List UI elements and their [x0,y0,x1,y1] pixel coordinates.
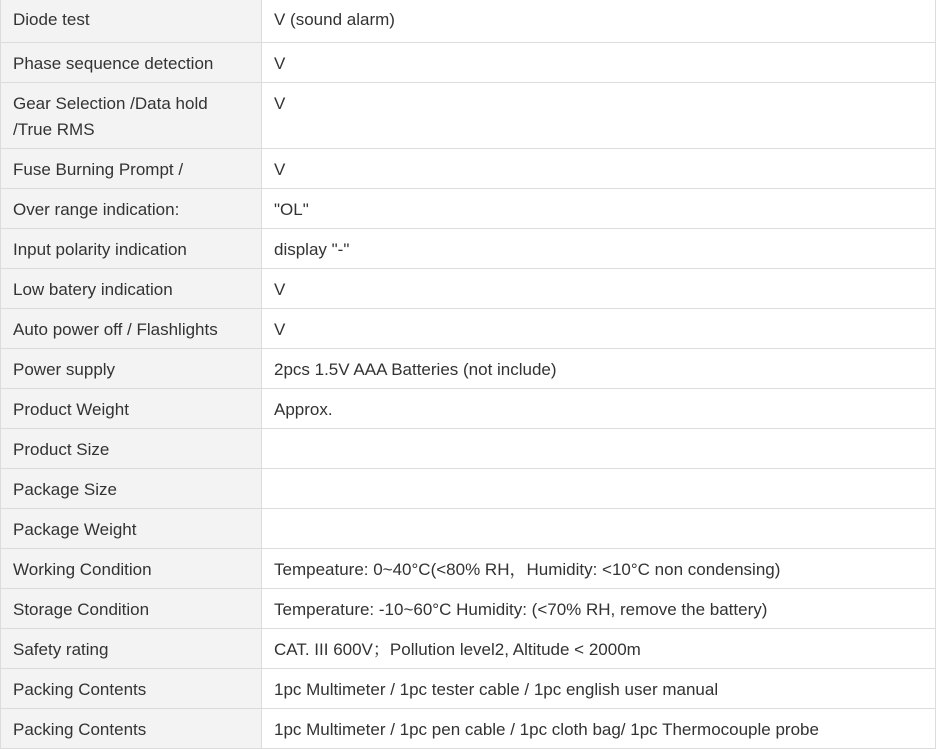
spec-value [262,468,936,508]
spec-label: Product Size [1,428,262,468]
spec-label: Power supply [1,348,262,388]
table-row [1,348,936,388]
spec-value: display "-" [262,228,936,268]
table-row [1,148,936,188]
spec-label: Auto power off / Flashlights [1,308,262,348]
spec-label: Packing Contents [1,668,262,708]
table-row [1,268,936,308]
table-row [1,628,936,668]
spec-value: V [262,308,936,348]
spec-label: Product Weight [1,388,262,428]
spec-label: Package Size [1,468,262,508]
spec-label: Low batery indication [1,268,262,308]
spec-value: "OL" [262,188,936,228]
table-row [1,82,936,148]
table-row [1,548,936,588]
table-row [1,308,936,348]
table-row [1,228,936,268]
spec-value: Approx. [262,388,936,428]
spec-label: Package Weight [1,508,262,548]
table-row [1,468,936,508]
table-row [1,428,936,468]
table-row [1,388,936,428]
spec-label: Fuse Burning Prompt / [1,148,262,188]
spec-value: V [262,42,936,82]
spec-label: Gear Selection /Data hold /True RMS [1,82,262,148]
spec-value: V [262,82,936,148]
table-row [1,708,936,748]
spec-value: Temperature: -10~60°C Humidity: (<70% RH, remove the battery) [262,588,936,628]
spec-label: Input polarity indication [1,228,262,268]
spec-value: CAT. III 600V；Pollution level2, Altitude < 2000m [262,628,936,668]
spec-label: Diode test [1,0,262,42]
spec-value: 1pc Multimeter / 1pc pen cable / 1pc cloth bag/ 1pc Thermocouple probe [262,708,936,748]
table-row [1,42,936,82]
spec-value: V [262,148,936,188]
spec-label: Working Condition [1,548,262,588]
spec-value: V (sound alarm) [262,0,936,42]
spec-label: Phase sequence detection [1,42,262,82]
table-row [1,188,936,228]
spec-label: Safety rating [1,628,262,668]
spec-value: V [262,268,936,308]
spec-label: Over range indication: [1,188,262,228]
spec-label: Storage Condition [1,588,262,628]
table-row [1,0,936,42]
table-row [1,508,936,548]
spec-value [262,508,936,548]
spec-label: Packing Contents [1,708,262,748]
table-row [1,668,936,708]
spec-value [262,428,936,468]
spec-value: 1pc Multimeter / 1pc tester cable / 1pc english user manual [262,668,936,708]
spec-value: 2pcs 1.5V AAA Batteries (not include) [262,348,936,388]
spec-value: Tempeature: 0~40°C(<80% RH，Humidity: <10°C non condensing) [262,548,936,588]
table-row [1,588,936,628]
